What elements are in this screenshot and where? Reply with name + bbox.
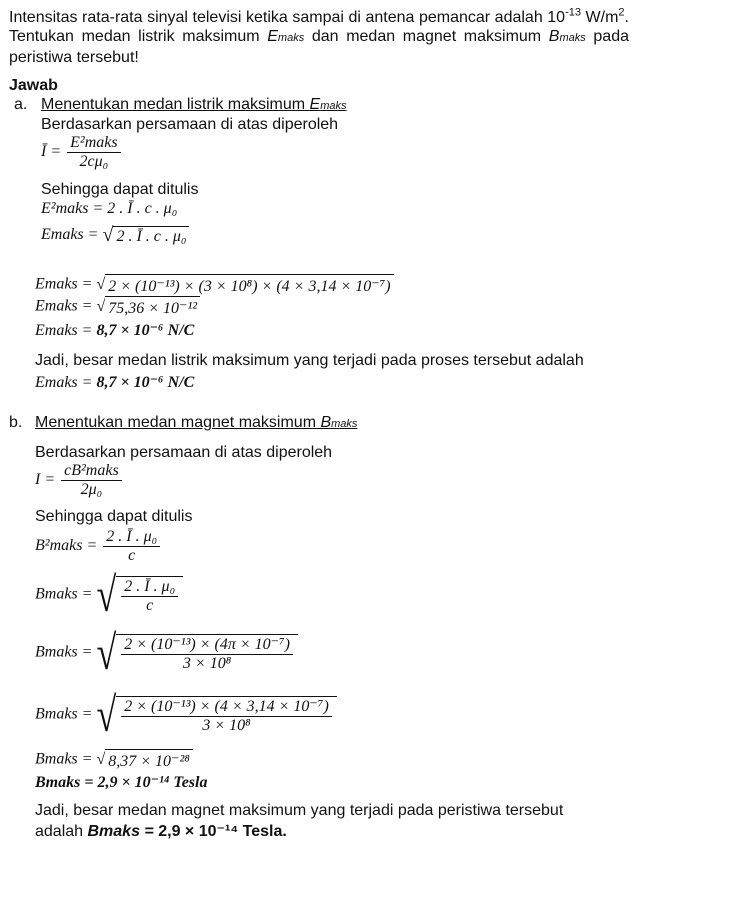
part-b-eq4: Bmaks = √ $\frac{\text{2 × (10⁻¹³) × (4π × 10⁻⁷)}}{\text{3 × 10⁸}}$	[35, 632, 298, 674]
part-a-eq4: Emaks = √ 2 × (10⁻¹³) × (3 × 10⁸) × (4 × 3,14 × 10⁻⁷)	[35, 274, 394, 296]
part-a-eq6: Emaks = 8,7 × 10⁻⁶ N/C	[35, 322, 195, 339]
part-a-label: a.	[14, 96, 28, 113]
part-b-intro: Berdasarkan persamaan di atas diperoleh	[35, 444, 333, 461]
jawab-heading: Jawab	[9, 77, 58, 94]
part-b-then: Sehingga dapat ditulis	[35, 508, 193, 525]
part-b-conclusion-line2: adalah Bmaks = 2,9 × 10⁻¹⁴ Tesla.	[35, 823, 287, 840]
part-b-title: Menentukan medan magnet maksimum Bmaks	[35, 414, 358, 431]
part-b-eq5: Bmaks = √ $\frac{\text{2 × (10⁻¹³) × (4 × 3,14 × 10⁻⁷)}}{\text{3 × 10⁸}}$	[35, 694, 337, 736]
part-a-conclusion-eq: Emaks = 8,7 × 10⁻⁶ N/C	[35, 374, 195, 391]
part-b-eq1: I = $\frac{\text{cB²maks}}{\text{2μ₀}}$	[35, 462, 124, 499]
part-b-conclusion-line1: Jadi, besar medan magnet maksimum yang terjadi pada peristiwa tersebut	[35, 802, 564, 819]
part-a-eq1: Ī = $\frac{\text{E²maks}}{\text{2cμ₀}}$	[41, 134, 123, 171]
part-a-eq5: Emaks = √ 75,36 × 10⁻¹²	[35, 296, 200, 318]
part-a-intro: Berdasarkan persamaan di atas diperoleh	[41, 116, 339, 133]
part-b-eq2: B²maks = $\frac{\text{2 . Ī . μ₀}}{c}$	[35, 528, 162, 565]
question-text: Intensitas rata-rata sinyal televisi ketika sampai di antena pemancar adalah $10^{-13}$ $W/m^2$. Tentukan medan listrik maksimum Emaks dan medan magnet maksimum Bmaks pada peristiwa tersebut!	[9, 6, 629, 66]
part-b-eq3: Bmaks = √ $\frac{\text{2 . Ī . μ₀}}{c}$	[35, 574, 183, 616]
part-a-title: Menentukan medan listrik maksimum Emaks	[41, 96, 347, 113]
part-a-eq3: Emaks = √ 2 . Ī . c . μ₀	[41, 224, 189, 247]
part-a-conclusion: Jadi, besar medan listrik maksimum yang terjadi pada proses tersebut adalah	[35, 352, 584, 369]
part-a-then: Sehingga dapat ditulis	[41, 181, 199, 198]
part-b-eq6: Bmaks = √ 8,37 × 10⁻²⁸	[35, 749, 193, 771]
part-b-label: b.	[9, 414, 23, 431]
part-b-eq7: Bmaks = 2,9 × 10⁻¹⁴ Tesla	[35, 774, 208, 791]
part-a-eq2: E²maks = 2 . Ī . c . μ₀	[41, 200, 178, 217]
